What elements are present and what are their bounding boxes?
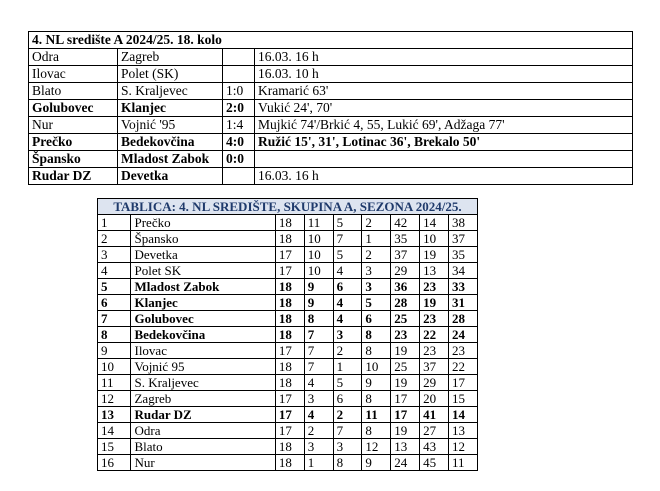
match-row (29, 83, 633, 100)
match-row (29, 49, 633, 66)
standings-table (97, 198, 478, 471)
standing-wins: 3 (304, 439, 333, 455)
match-row (29, 117, 633, 134)
standing-goals-against: 19 (420, 295, 449, 311)
standing-points: 31 (449, 295, 478, 311)
standings-row (98, 231, 478, 247)
standing-position: 4 (98, 263, 131, 279)
standing-goals-against: 45 (420, 455, 449, 471)
standing-team: Blato (131, 439, 275, 455)
standing-played: 18 (275, 215, 304, 231)
match-score: 4:0 (223, 134, 255, 151)
standing-losses: 3 (362, 263, 391, 279)
standing-played: 18 (275, 439, 304, 455)
standing-draws: 3 (333, 439, 362, 455)
match-info: 16.03. 16 h (255, 49, 633, 66)
results-title-row (29, 32, 633, 49)
standing-draws: 2 (333, 407, 362, 423)
standing-points: 23 (449, 343, 478, 359)
standings-row (98, 263, 478, 279)
standing-draws: 7 (333, 423, 362, 439)
standing-played: 17 (275, 263, 304, 279)
match-away-team: S. Kraljevec (118, 83, 223, 100)
standing-team: Špansko (131, 231, 275, 247)
standing-goals-for: 25 (391, 359, 420, 375)
standing-played: 18 (275, 231, 304, 247)
match-home-team: Golubovec (29, 100, 118, 117)
standing-played: 17 (275, 407, 304, 423)
standings-body (98, 199, 478, 471)
standing-wins: 2 (304, 423, 333, 439)
match-score: 2:0 (223, 100, 255, 117)
standing-team: Ilovac (131, 343, 275, 359)
standing-position: 14 (98, 423, 131, 439)
standing-position: 6 (98, 295, 131, 311)
match-row (29, 151, 633, 168)
standing-losses: 2 (362, 215, 391, 231)
standings-row (98, 439, 478, 455)
standing-played: 18 (275, 279, 304, 295)
standing-losses: 5 (362, 295, 391, 311)
standing-played: 18 (275, 311, 304, 327)
standing-played: 17 (275, 247, 304, 263)
standing-goals-for: 24 (391, 455, 420, 471)
standing-draws: 3 (333, 327, 362, 343)
standing-points: 34 (449, 263, 478, 279)
standing-points: 35 (449, 247, 478, 263)
standings-row (98, 247, 478, 263)
standing-goals-for: 17 (391, 391, 420, 407)
match-away-team: Mladost Zabok (118, 151, 223, 168)
standings-row (98, 343, 478, 359)
standing-draws: 5 (333, 375, 362, 391)
standing-position: 12 (98, 391, 131, 407)
standing-goals-for: 19 (391, 375, 420, 391)
standing-losses: 6 (362, 311, 391, 327)
standings-row (98, 279, 478, 295)
match-away-team: Klanjec (118, 100, 223, 117)
standing-losses: 9 (362, 375, 391, 391)
standing-team: Nur (131, 455, 275, 471)
match-row (29, 168, 633, 185)
match-home-team: Rudar DZ (29, 168, 118, 185)
standing-goals-for: 19 (391, 343, 420, 359)
standing-losses: 12 (362, 439, 391, 455)
standing-goals-against: 10 (420, 231, 449, 247)
standing-points: 12 (449, 439, 478, 455)
standing-team: Bedekovčina (131, 327, 275, 343)
standing-position: 9 (98, 343, 131, 359)
standings-row (98, 359, 478, 375)
match-score (223, 66, 255, 83)
standing-losses: 2 (362, 247, 391, 263)
standings-row (98, 327, 478, 343)
standings-row (98, 423, 478, 439)
standing-losses: 10 (362, 359, 391, 375)
standing-goals-against: 20 (420, 391, 449, 407)
match-row (29, 66, 633, 83)
standing-played: 18 (275, 375, 304, 391)
standing-draws: 4 (333, 311, 362, 327)
standing-wins: 10 (304, 247, 333, 263)
standing-team: Golubovec (131, 311, 275, 327)
standings-row (98, 407, 478, 423)
standing-goals-against: 43 (420, 439, 449, 455)
standings-row (98, 215, 478, 231)
standing-losses: 11 (362, 407, 391, 423)
standing-played: 17 (275, 423, 304, 439)
standing-points: 15 (449, 391, 478, 407)
standing-points: 17 (449, 375, 478, 391)
standings-title-row (98, 199, 478, 215)
standing-wins: 7 (304, 343, 333, 359)
standing-team: Prečko (131, 215, 275, 231)
standing-points: 38 (449, 215, 478, 231)
standing-team: Polet SK (131, 263, 275, 279)
match-row (29, 134, 633, 151)
match-score (223, 49, 255, 66)
standing-losses: 8 (362, 391, 391, 407)
match-home-team: Nur (29, 117, 118, 134)
standing-goals-against: 29 (420, 375, 449, 391)
results-title: 4. NL središte A 2024/25. 18. kolo (29, 32, 633, 49)
standing-wins: 10 (304, 231, 333, 247)
standing-played: 18 (275, 455, 304, 471)
match-info: Vukić 24', 70' (255, 100, 633, 117)
standing-goals-against: 37 (420, 359, 449, 375)
standing-goals-against: 19 (420, 247, 449, 263)
match-info (255, 151, 633, 168)
standing-goals-for: 36 (391, 279, 420, 295)
standing-goals-against: 23 (420, 343, 449, 359)
standing-played: 18 (275, 295, 304, 311)
match-info: 16.03. 10 h (255, 66, 633, 83)
standing-wins: 4 (304, 407, 333, 423)
standing-draws: 4 (333, 263, 362, 279)
standing-team: Devetka (131, 247, 275, 263)
standing-position: 1 (98, 215, 131, 231)
standing-wins: 8 (304, 311, 333, 327)
standing-team: Vojnić 95 (131, 359, 275, 375)
standing-points: 22 (449, 359, 478, 375)
standing-goals-for: 29 (391, 263, 420, 279)
standing-team: Mladost Zabok (131, 279, 275, 295)
match-row (29, 100, 633, 117)
standing-draws: 8 (333, 455, 362, 471)
match-away-team: Devetka (118, 168, 223, 185)
standing-wins: 1 (304, 455, 333, 471)
match-away-team: Zagreb (118, 49, 223, 66)
standing-team: Klanjec (131, 295, 275, 311)
standing-wins: 3 (304, 391, 333, 407)
standing-goals-for: 28 (391, 295, 420, 311)
standing-goals-for: 17 (391, 407, 420, 423)
standings-row (98, 311, 478, 327)
standing-wins: 11 (304, 215, 333, 231)
standing-position: 8 (98, 327, 131, 343)
standing-goals-against: 27 (420, 423, 449, 439)
standing-goals-for: 23 (391, 327, 420, 343)
match-away-team: Bedekovčina (118, 134, 223, 151)
standing-position: 5 (98, 279, 131, 295)
standing-goals-for: 25 (391, 311, 420, 327)
standing-position: 2 (98, 231, 131, 247)
match-info: Ružić 15', 31', Lotinac 36', Brekalo 50' (255, 134, 633, 151)
match-info: Kramarić 63' (255, 83, 633, 100)
standing-goals-for: 19 (391, 423, 420, 439)
standing-wins: 7 (304, 359, 333, 375)
match-score: 1:0 (223, 83, 255, 100)
standing-goals-for: 37 (391, 247, 420, 263)
match-info: 16.03. 16 h (255, 168, 633, 185)
match-score: 1:4 (223, 117, 255, 134)
standing-goals-against: 23 (420, 279, 449, 295)
match-home-team: Špansko (29, 151, 118, 168)
standing-points: 11 (449, 455, 478, 471)
standing-wins: 10 (304, 263, 333, 279)
match-away-team: Polet (SK) (118, 66, 223, 83)
standing-team: Rudar DZ (131, 407, 275, 423)
standing-wins: 9 (304, 279, 333, 295)
standing-goals-for: 42 (391, 215, 420, 231)
standing-wins: 9 (304, 295, 333, 311)
standing-played: 18 (275, 359, 304, 375)
standing-team: S. Kraljevec (131, 375, 275, 391)
standing-points: 28 (449, 311, 478, 327)
standing-points: 24 (449, 327, 478, 343)
standings-row (98, 295, 478, 311)
standing-goals-against: 41 (420, 407, 449, 423)
match-home-team: Ilovac (29, 66, 118, 83)
standing-wins: 4 (304, 375, 333, 391)
standing-losses: 1 (362, 231, 391, 247)
standing-goals-for: 13 (391, 439, 420, 455)
standing-goals-against: 22 (420, 327, 449, 343)
standing-position: 11 (98, 375, 131, 391)
standings-title: TABLICA: 4. NL SREDIŠTE, SKUPINA A, SEZONA 2024/25. (98, 199, 478, 215)
standing-draws: 1 (333, 359, 362, 375)
standing-losses: 8 (362, 343, 391, 359)
standing-position: 15 (98, 439, 131, 455)
standing-position: 16 (98, 455, 131, 471)
match-score: 0:0 (223, 151, 255, 168)
standings-row (98, 391, 478, 407)
standing-goals-against: 23 (420, 311, 449, 327)
standing-team: Zagreb (131, 391, 275, 407)
match-home-team: Blato (29, 83, 118, 100)
match-score (223, 168, 255, 185)
standing-draws: 5 (333, 247, 362, 263)
standing-position: 3 (98, 247, 131, 263)
standing-draws: 5 (333, 215, 362, 231)
standing-losses: 8 (362, 423, 391, 439)
standing-played: 17 (275, 391, 304, 407)
standing-draws: 6 (333, 279, 362, 295)
match-home-team: Prečko (29, 134, 118, 151)
standing-played: 17 (275, 343, 304, 359)
standing-draws: 6 (333, 391, 362, 407)
match-info: Mujkić 74'/Brkić 4, 55, Lukić 69', Adžaga 77' (255, 117, 633, 134)
standing-position: 13 (98, 407, 131, 423)
standing-points: 13 (449, 423, 478, 439)
standing-draws: 2 (333, 343, 362, 359)
results-body (29, 32, 633, 185)
standing-goals-for: 35 (391, 231, 420, 247)
standing-draws: 7 (333, 231, 362, 247)
match-away-team: Vojnić '95 (118, 117, 223, 134)
standing-position: 10 (98, 359, 131, 375)
standing-played: 18 (275, 327, 304, 343)
match-home-team: Odra (29, 49, 118, 66)
standing-goals-against: 13 (420, 263, 449, 279)
results-table (28, 31, 633, 185)
standing-position: 7 (98, 311, 131, 327)
standing-goals-against: 14 (420, 215, 449, 231)
standing-points: 14 (449, 407, 478, 423)
standing-points: 33 (449, 279, 478, 295)
standing-points: 37 (449, 231, 478, 247)
standing-losses: 3 (362, 279, 391, 295)
standing-losses: 9 (362, 455, 391, 471)
standing-team: Odra (131, 423, 275, 439)
standings-row (98, 375, 478, 391)
standing-wins: 7 (304, 327, 333, 343)
standing-losses: 8 (362, 327, 391, 343)
standing-draws: 4 (333, 295, 362, 311)
standings-row (98, 455, 478, 471)
